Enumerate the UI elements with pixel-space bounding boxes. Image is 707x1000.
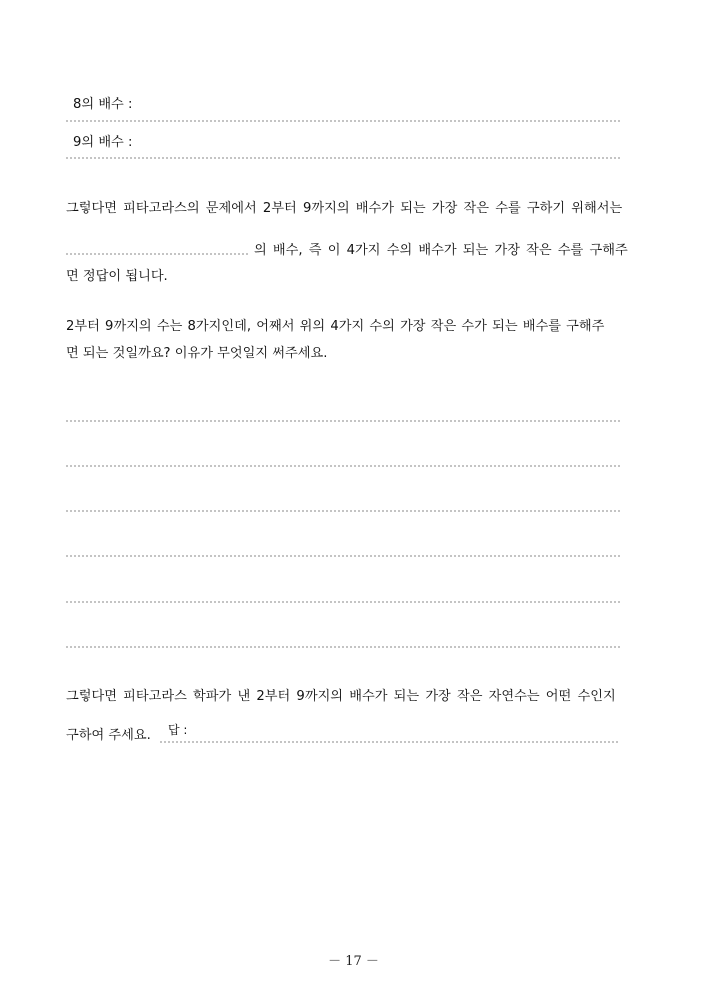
page-number: － 17 －	[328, 954, 379, 969]
multiple-of-8-answer-line[interactable]	[66, 120, 620, 122]
reason-answer-line-6[interactable]	[66, 646, 620, 648]
answer-label: 답 :	[168, 723, 188, 737]
paragraph3-line1: 그렇다면 피타고라스 학파가 낸 2부터 9까지의 배수가 되는 가장 작은 자연수는 어떤 수인지	[66, 689, 616, 704]
paragraph1-line2-tail: 의 배수, 즉 이 4가지 수의 배수가 되는 가장 작은 수를 구해주	[254, 243, 628, 258]
final-answer-line[interactable]	[160, 741, 618, 743]
reason-answer-line-4[interactable]	[66, 555, 620, 557]
paragraph3-line2: 구하여 주세요.	[66, 728, 151, 743]
multiple-of-9-answer-line[interactable]	[66, 157, 620, 159]
multiple-of-9-label: 9의 배수 :	[73, 135, 133, 150]
reason-answer-line-1[interactable]	[66, 420, 620, 422]
reason-answer-line-3[interactable]	[66, 510, 620, 512]
blank-fill-line[interactable]	[66, 253, 248, 255]
reason-answer-line-5[interactable]	[66, 601, 620, 603]
paragraph1-line3: 면 정답이 됩니다.	[66, 269, 168, 284]
paragraph2-line2: 면 되는 것일까요? 이유가 무엇일지 써주세요.	[66, 346, 328, 361]
paragraph2-line1: 2부터 9까지의 수는 8가지인데, 어째서 위의 4가지 수의 가장 작은 수가 되는 배수를 구해주	[66, 319, 605, 334]
multiple-of-8-label: 8의 배수 :	[73, 97, 133, 112]
reason-answer-line-2[interactable]	[66, 465, 620, 467]
paragraph1-line1: 그렇다면 피타고라스의 문제에서 2부터 9까지의 배수가 되는 가장 작은 수를 구하기 위해서는	[66, 201, 623, 216]
